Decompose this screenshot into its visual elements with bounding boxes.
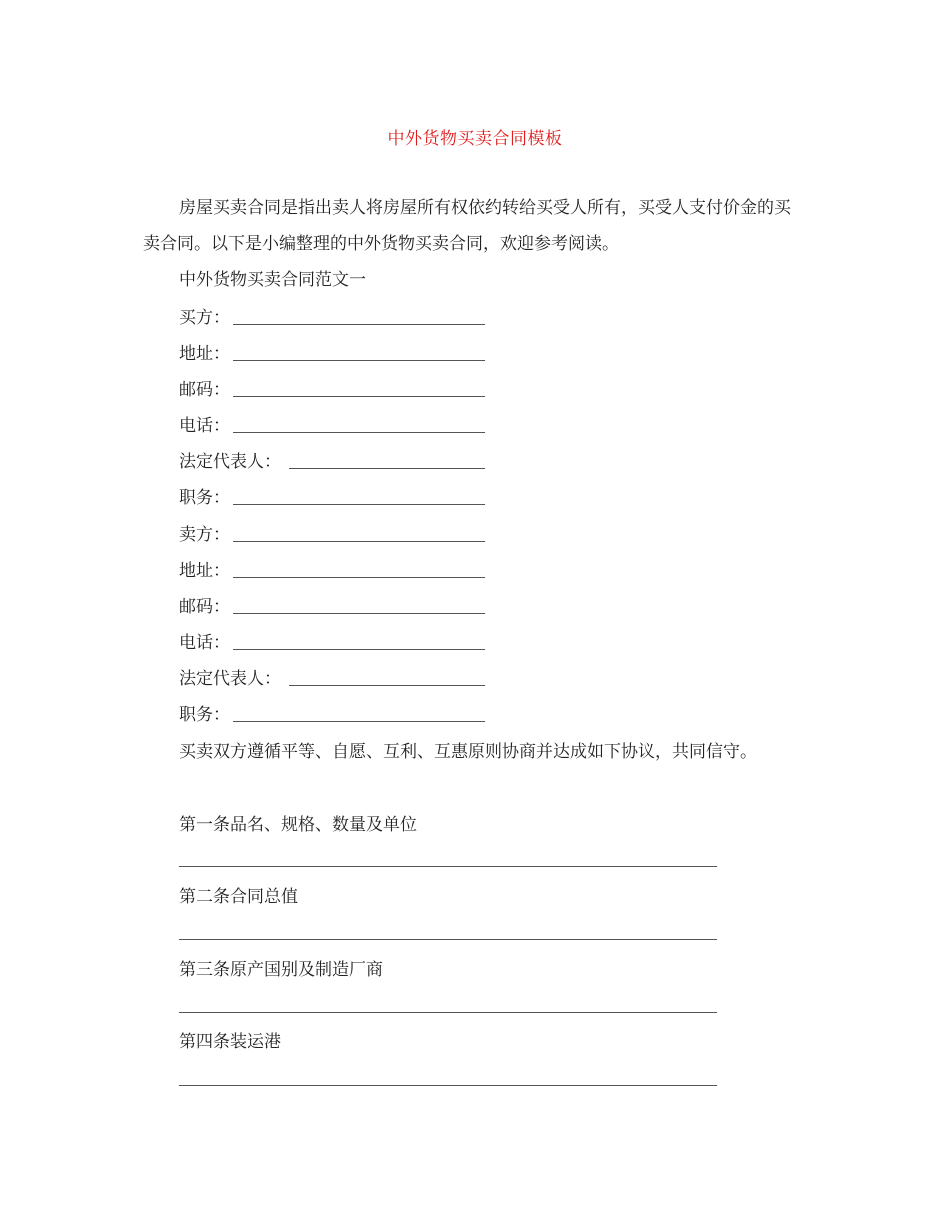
article-3-heading: 第三条原产国别及制造厂商	[179, 960, 383, 980]
buyer-legal-rep-label: 法定代表人：	[179, 452, 281, 472]
buyer-party-label: 买方：	[179, 308, 230, 328]
seller-legal-rep-label: 法定代表人：	[179, 669, 281, 689]
seller-phone-blank[interactable]	[233, 649, 485, 650]
article-4-heading: 第四条装运港	[179, 1032, 281, 1052]
buyer-party-blank[interactable]	[233, 324, 485, 325]
buyer-postcode-label: 邮码：	[179, 380, 230, 400]
seller-postcode-label: 邮码：	[179, 597, 230, 617]
seller-address-blank[interactable]	[233, 577, 485, 578]
article-4-blank[interactable]	[179, 1085, 717, 1086]
seller-position-label: 职务：	[179, 705, 230, 725]
buyer-phone-label: 电话：	[179, 416, 230, 436]
article-1-heading: 第一条品名、规格、数量及单位	[179, 815, 417, 835]
buyer-postcode-blank[interactable]	[233, 396, 485, 397]
article-1-blank[interactable]	[179, 866, 717, 867]
buyer-position-blank[interactable]	[233, 504, 485, 505]
buyer-address-blank[interactable]	[233, 360, 485, 361]
seller-position-blank[interactable]	[233, 721, 485, 722]
agreement-paragraph: 买卖双方遵循平等、自愿、互利、互惠原则协商并达成如下协议，共同信守。	[179, 742, 757, 762]
article-3-blank[interactable]	[179, 1012, 717, 1013]
sample-heading: 中外货物买卖合同范文一	[179, 270, 366, 290]
buyer-phone-blank[interactable]	[233, 432, 485, 433]
seller-phone-label: 电话：	[179, 633, 230, 653]
buyer-address-label: 地址：	[179, 344, 230, 364]
seller-postcode-blank[interactable]	[233, 613, 485, 614]
article-2-blank[interactable]	[179, 939, 717, 940]
seller-legal-rep-blank[interactable]	[289, 685, 485, 686]
seller-address-label: 地址：	[179, 561, 230, 581]
intro-paragraph: 房屋买卖合同是指出卖人将房屋所有权依约转给买受人所有，买受人支付价金的买卖合同。以下是小编整理的中外货物买卖合同，欢迎参考阅读。	[143, 198, 791, 254]
buyer-legal-rep-blank[interactable]	[289, 468, 485, 469]
article-2-heading: 第二条合同总值	[179, 887, 298, 907]
seller-party-blank[interactable]	[233, 541, 485, 542]
buyer-position-label: 职务：	[179, 488, 230, 508]
seller-party-label: 卖方：	[179, 525, 230, 545]
document-title: 中外货物买卖合同模板	[387, 129, 563, 149]
